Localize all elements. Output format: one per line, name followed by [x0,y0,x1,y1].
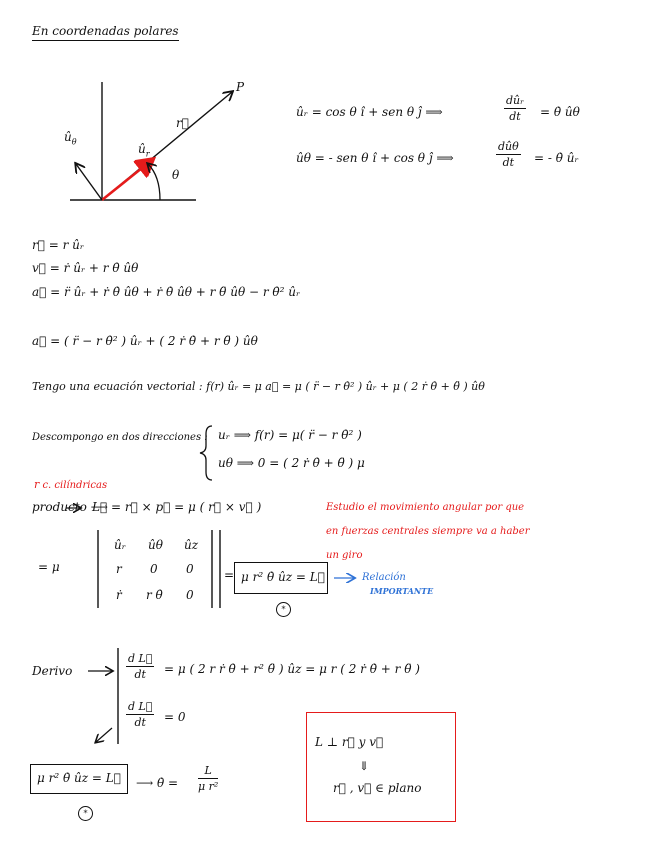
r-vector-label: r⃗ [176,116,189,130]
duth-denominator: dt [502,156,515,169]
utheta-vector-label [64,130,77,146]
matrix-cell-rdot: ṙ [116,588,122,602]
ur-subscript: r [145,149,150,159]
theta-dot-equation: ⟶ θ̇ = [136,776,179,790]
matrix-cell-rthetadot: r θ̇ [146,588,163,602]
cylindrical-note: r c. cilíndricas [34,478,108,491]
acceleration-equation: a⃗ = r̈ ûᵣ + ṙ θ̇ ûθ + ṙ θ̇ ûθ + r θ̈ ûθ − r θ̇² ûᵣ [32,285,301,299]
utheta-equation: ûθ = - sen θ î + cos θ ĵ ⟹ [296,151,454,165]
theta-dot-numerator: L [198,764,218,779]
final-box-equation: μ r² θ̇ ûz = L⃗ [37,771,121,785]
theta-dot-fraction [198,764,218,793]
theta-dot-denominator: μ r² [198,780,219,793]
utheta-subscript: θ [71,137,77,147]
ur-equation: ûᵣ = cos θ î + sen θ ĵ ⟹ [296,105,443,119]
marker-circle-2: * [78,806,93,821]
dl-numerator-1: d L⃗ [128,652,153,665]
dl-denominator-1: dt [134,668,146,681]
red-note-line-2: en fuerzas centrales siempre va a haber [326,526,530,537]
product-label: producto ⟶ [32,500,108,514]
matrix-cell-r: r [116,562,122,576]
red-note-line-1: Estudio el movimiento angular por que [326,502,525,513]
matrix-cell-zero-1: 0 [150,562,158,576]
velocity-equation: v⃗ = ṙ ûᵣ + r θ̇ ûθ [32,261,139,275]
implies-arrow: ⇓ [359,759,370,773]
red-conclusion-box [306,712,456,822]
angular-momentum-box-equation: μ r² θ̇ ûz = L⃗ [241,570,325,584]
angular-momentum-box [234,562,328,594]
acceleration-grouped-equation: a⃗ = ( r̈ − r θ̇² ) ûᵣ + ( 2 ṙ θ̇ + r θ̈ ) ûθ [32,334,258,348]
utheta-vector [76,164,102,200]
matrix-prefix: = μ [38,560,60,574]
decompose-intro: Descompongo en dos direcciones : [32,432,208,443]
red-note-line-3: un giro [326,550,363,561]
marker-circle-1: * [276,602,291,617]
derivative-zero-equation: = 0 [164,710,186,724]
dl-numerator-2: d L⃗ [128,700,153,713]
important-label: IMPORTANTE [370,586,434,596]
matrix-cell-utheta: ûθ [148,538,163,552]
perpendicular-statement: L ⊥ r⃗ y v⃗ [315,735,384,749]
angular-momentum-equation: L⃗ = r⃗ × p⃗ = μ ( r⃗ × v⃗ ) [92,500,262,514]
dl-dt-fraction-1 [126,652,154,681]
relation-label: Relación [362,572,406,583]
page-title: En coordenadas polares [32,24,179,41]
dur-dt-fraction [504,94,526,123]
derivative-equation: = μ ( 2 r ṙ θ̇ + r² θ̈ ) ûz = μ r ( 2 ṙ θ̇ + r θ̈ ) [164,662,420,676]
derive-back-arrow [96,728,112,742]
polar-diagram [70,82,232,200]
point-p-label: P [236,80,245,94]
position-equation: r⃗ = r ûᵣ [32,238,85,252]
vector-equation: Tengo una ecuación vectorial : f(r) ûᵣ = μ a⃗ = μ ( r̈ − r θ̇² ) ûᵣ + μ ( 2 ṙ θ̇ + θ̈ ) ûθ [32,380,485,393]
ur-vector [102,160,152,200]
final-box [30,764,128,794]
matrix-cell-zero-2: 0 [186,562,194,576]
radial-component-equation: uᵣ ⟹ f(r) = μ( r̈ − r θ̇² ) [218,428,362,442]
dl-denominator-2: dt [134,716,146,729]
duth-numerator: dûθ [498,140,519,153]
matrix-cell-zero-3: 0 [186,588,194,602]
cylindrical-text: c. cilíndricas [42,480,108,491]
dur-denominator: dt [509,110,521,123]
dur-numerator: dûᵣ [506,94,524,107]
utheta-derivative-result: = - θ̇ ûᵣ [534,151,579,165]
ur-symbol: û [138,142,146,156]
matrix-cell-uz: ûz [184,538,199,552]
dl-dt-fraction-2 [126,700,154,729]
ur-derivative-result: = θ̇ ûθ [540,105,580,119]
theta-arc [148,164,160,200]
matrix-cell-ur: ûᵣ [114,538,126,552]
plane-statement: r⃗ , v⃗ ∈ plano [333,781,422,795]
derive-label: Derivo [32,664,73,678]
duth-dt-fraction [496,140,521,169]
angular-component-equation: uθ ⟹ 0 = ( 2 ṙ θ̇ + θ̈ ) μ [218,456,365,470]
theta-angle-label: θ [172,168,180,182]
ur-vector-label [138,142,150,158]
equals-sign: = [224,568,235,582]
utheta-symbol: û [64,130,72,144]
